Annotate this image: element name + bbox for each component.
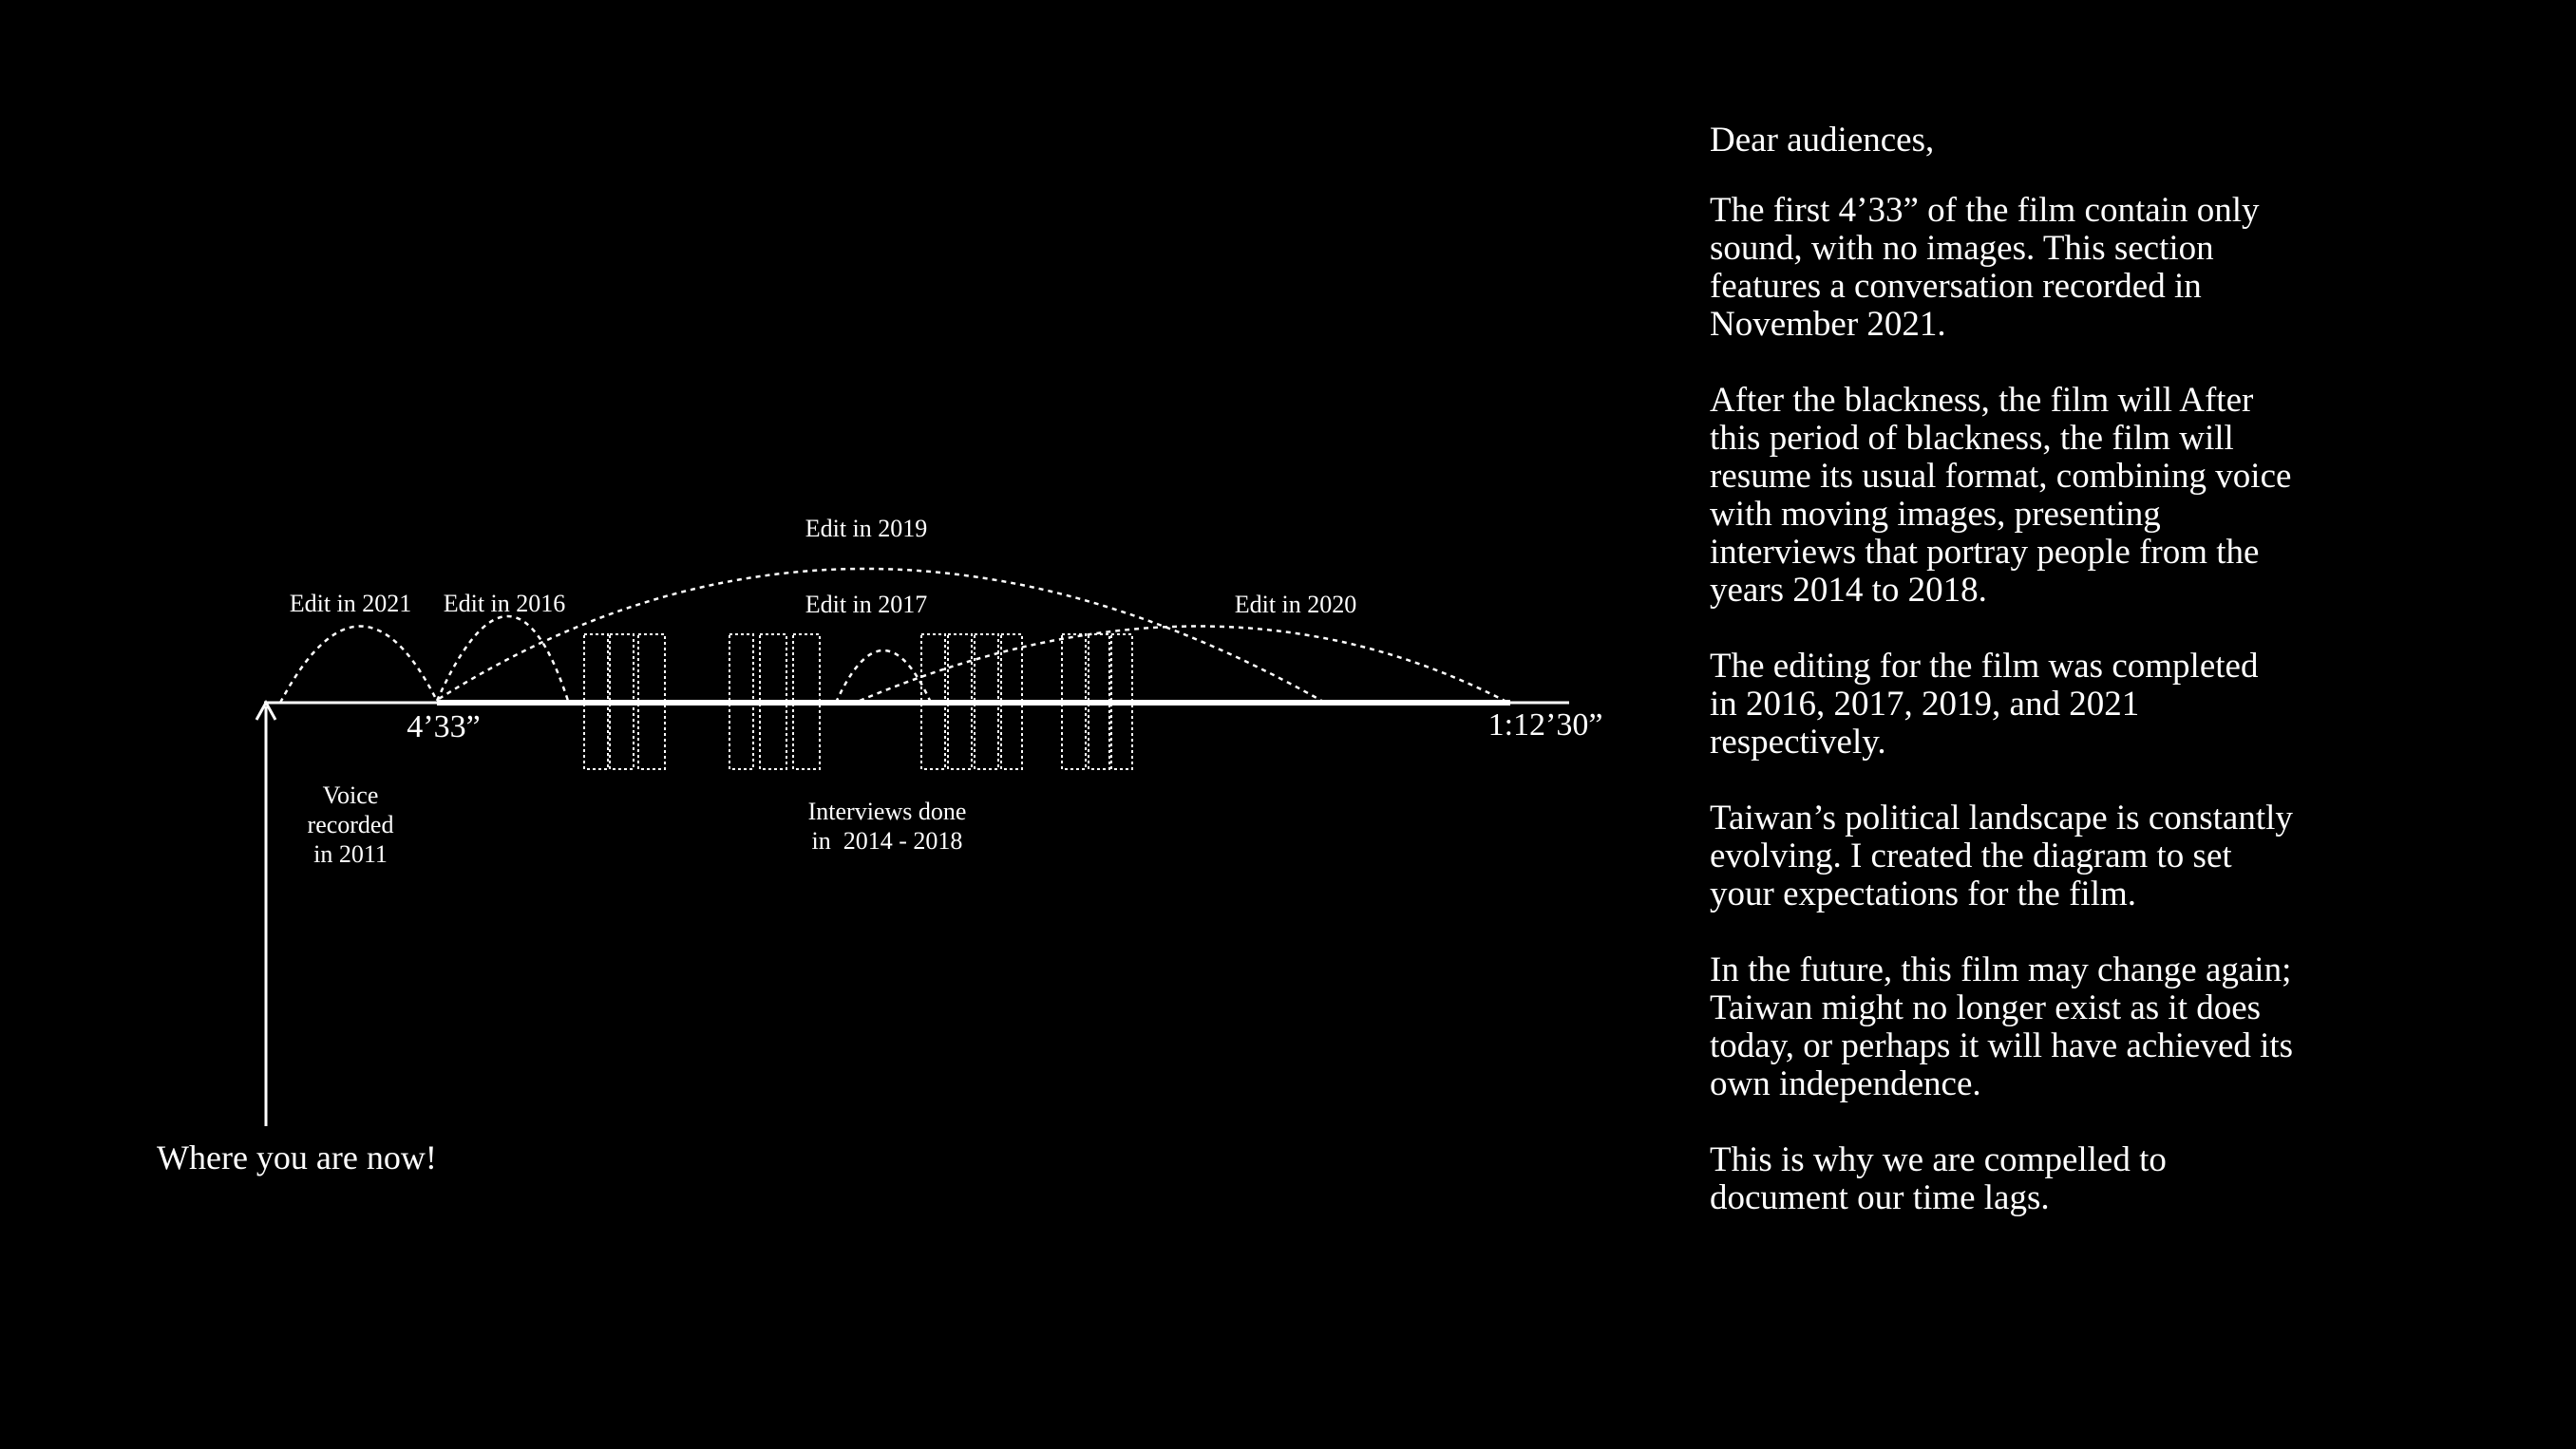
edit-label-2020: Edit in 2020: [1234, 591, 1357, 618]
edit-label-2021: Edit in 2021: [289, 590, 412, 617]
voice-label-line-3: in 2011: [313, 840, 388, 868]
letter-paragraph-3: The editing for the film was completed in 2016, 2017, 2019, and 2021 respectively.: [1710, 647, 2259, 762]
edit-arc-2019: [439, 569, 1325, 703]
marker-4-33: 4’33”: [407, 709, 481, 744]
letter-paragraph-1: The first 4’33” of the film contain only sound, with no images. This section features a conversation recorded in November 2021.: [1710, 191, 2260, 344]
interviews-label-line-1: Interviews done: [807, 798, 967, 825]
voice-label-line-2: recorded: [307, 811, 394, 838]
letter-paragraph-6: This is why we are compelled to document our time lags.: [1710, 1140, 2167, 1217]
voice-label-line-1: Voice: [322, 781, 379, 809]
edit-arc-2017: [836, 650, 931, 703]
letter-greeting: Dear audiences,: [1710, 121, 1935, 160]
letter-paragraph-5: In the future, this film may change again; Taiwan might no longer exist as it does today, or perhaps it will have achieved its own independence.: [1710, 950, 2294, 1103]
interviews-label-line-2: in 2014 - 2018: [811, 827, 963, 855]
letter-paragraph-2: After the blackness, the film will After this period of blackness, the film will resume its usual format, combining voice with moving images, presenting interviews that portray people from the years 2014 to 2018.: [1710, 381, 2292, 610]
edit-label-2019: Edit in 2019: [805, 515, 928, 542]
edit-label-2017: Edit in 2017: [805, 591, 928, 618]
edit-arc-2021: [280, 626, 437, 703]
marker-end: 1:12’30”: [1487, 707, 1603, 743]
edit-label-2016: Edit in 2016: [443, 590, 566, 617]
where-you-are-now-label: Where you are now!: [157, 1138, 437, 1176]
letter-paragraph-4: Taiwan’s political landscape is constantly evolving. I created the diagram to set your expectations for the film.: [1710, 799, 2293, 913]
letter-to-audiences: [1710, 122, 2356, 1255]
edit-arc-2020: [860, 626, 1508, 703]
